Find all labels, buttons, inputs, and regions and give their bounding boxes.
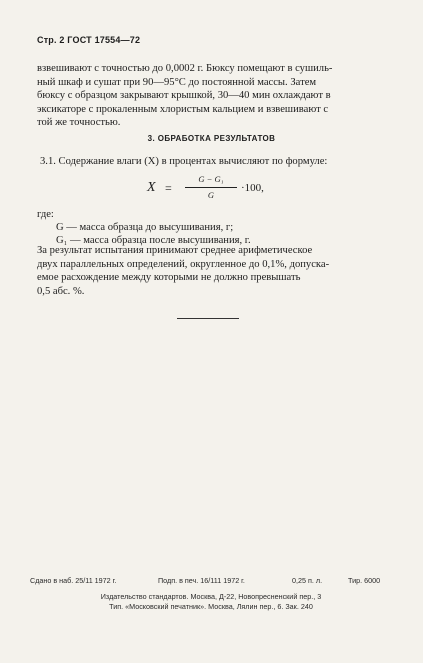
section-divider (177, 318, 239, 319)
formula-lhs: X (147, 180, 156, 195)
paragraph-line: эксикаторе с прокаленным хлористым кальцием и взвешивают с (37, 103, 329, 115)
paragraph-line: емое расхождение между которыми не должно превышать (37, 272, 301, 283)
paragraph-line: 0,5 абс. %. (37, 285, 85, 297)
paragraph-line: той же точностью. (37, 117, 121, 128)
footer-row (30, 576, 392, 588)
formula-multiplier: ·100, (241, 182, 264, 194)
fraction-bar (185, 187, 237, 188)
formula-numerator: G − G₁ (198, 174, 224, 184)
print-run: Тир. 6000 (348, 576, 381, 585)
page-header: Стр. 2 ГОСТ 17554—72 (37, 35, 141, 45)
formula-denominator: G (207, 190, 215, 200)
sheet-count: 0,25 п. л. (292, 576, 323, 585)
submitted-date: Сдано в наб. 25/11 1972 г. (30, 576, 117, 585)
intro-paragraph (37, 62, 395, 130)
definition-g1: G₁ — масса образца после высушивания, г. (56, 235, 251, 246)
section-title: 3. ОБРАБОТКА РЕЗУЛЬТАТОВ (147, 134, 276, 143)
paragraph-line: ный шкаф и сушат при 90—95°С до постоянной массы. Затем (37, 76, 317, 88)
imprint-block (30, 592, 392, 611)
definition-g: G — масса образца до высушивания, г; (56, 222, 234, 233)
paragraph-line: взвешивают с точностью до 0,0002 г. Бюксу помещают в сушиль- (37, 63, 333, 74)
clause-3-1 (40, 155, 398, 169)
publication-footer (30, 576, 392, 611)
where-label: где: (37, 209, 54, 220)
paragraph-line: бюксу с образцом закрывают крышкой, 30—40 мин охлаждают в (37, 90, 331, 101)
publisher-line: Издательство стандартов. Москва, Д-22, Новопресненский пер., 3 (100, 592, 322, 601)
paragraph-line: За результат испытания принимают среднее арифметическое (37, 245, 313, 256)
signed-date: Подп. в печ. 16/111 1972 г. (158, 576, 245, 585)
printer-line: Тип. «Московский печатник». Москва, Лялин пер., 6. Зак. 240 (109, 601, 313, 611)
moisture-formula (147, 172, 327, 202)
paragraph-line: двух параллельных определений, округленное до 0,1%, допуска- (37, 258, 330, 270)
result-paragraph (37, 244, 395, 298)
formula-equals: = (165, 181, 172, 195)
clause-text: 3.1. Содержание влаги (X) в процентах вычисляют по формуле: (40, 156, 328, 167)
